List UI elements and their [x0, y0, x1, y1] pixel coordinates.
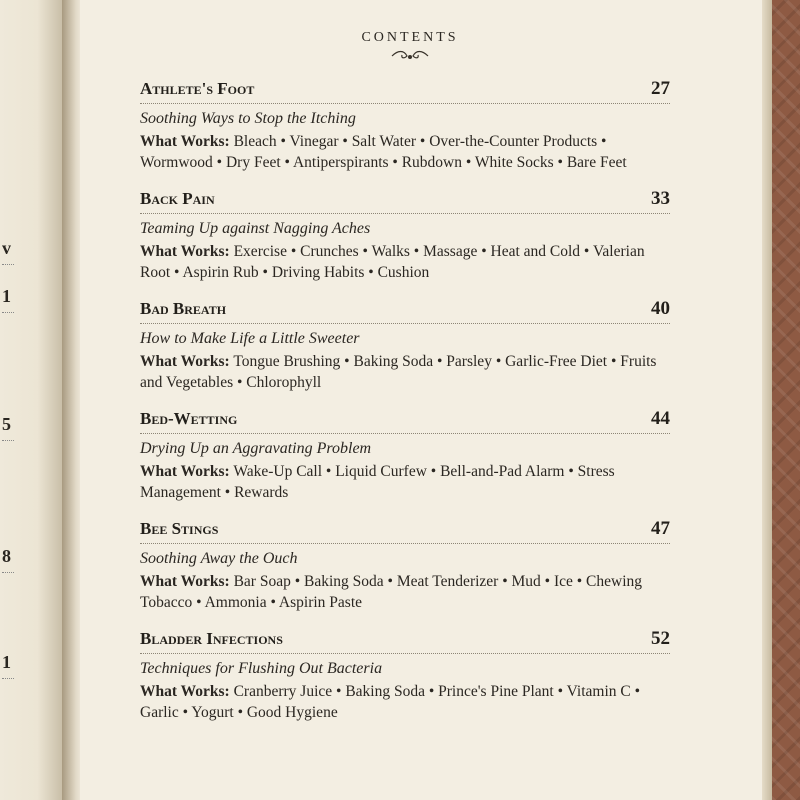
left-page — [0, 0, 62, 800]
toc-entry — [140, 628, 670, 723]
remedies-text: Tongue Brushing • Baking Soda • Parsley • Garlic-Free Diet • Fruits and Vegetables • Chlorophyll — [140, 353, 657, 391]
left-page-number: v — [2, 238, 11, 258]
entry-remedies — [140, 571, 670, 613]
toc-entry — [140, 298, 670, 393]
left-page-number: 1 — [2, 652, 11, 672]
entry-page-number: 27 — [651, 78, 670, 99]
what-works-label: What Works: — [140, 353, 230, 370]
entry-page-number: 47 — [651, 518, 670, 539]
what-works-label: What Works: — [140, 463, 230, 480]
entry-page-number: 33 — [651, 188, 670, 209]
toc-entry — [140, 518, 670, 613]
entry-subtitle: Drying Up an Aggravating Problem — [140, 440, 372, 457]
remedies-text: Bar Soap • Baking Soda • Meat Tenderizer • Mud • Ice • Chewing Tobacco • Ammonia • Aspirin Paste — [140, 573, 643, 611]
entry-title: Bed-Wetting — [140, 409, 238, 428]
entry-subtitle: Teaming Up against Nagging Aches — [140, 220, 371, 237]
entry-heading — [140, 408, 670, 434]
entry-remedies — [140, 131, 670, 173]
remedies-text: Exercise • Crunches • Walks • Massage • Heat and Cold • Valerian Root • Aspirin Rub • Driving Habits • Cushion — [140, 243, 645, 281]
table-of-contents — [140, 78, 670, 738]
entry-title: Bladder Infections — [140, 629, 283, 648]
remedies-text: Wake-Up Call • Liquid Curfew • Bell-and-Pad Alarm • Stress Management • Rewards — [140, 463, 615, 501]
entry-subtitle: How to Make Life a Little Sweeter — [140, 330, 360, 347]
remedies-text: Cranberry Juice • Baking Soda • Prince's Pine Plant • Vitamin C • Garlic • Yogurt • Good Hygiene — [140, 683, 641, 721]
left-page-number: 8 — [2, 546, 11, 566]
left-page-number: 5 — [2, 414, 11, 434]
contents-header — [80, 30, 740, 62]
entry-heading — [140, 78, 670, 104]
left-page-number: 1 — [2, 286, 11, 306]
toc-entry — [140, 188, 670, 283]
book-gutter — [62, 0, 82, 800]
entry-remedies — [140, 681, 670, 723]
entry-title: Bee Stings — [140, 519, 219, 538]
entry-subtitle: Techniques for Flushing Out Bacteria — [140, 660, 383, 677]
entry-remedies — [140, 241, 670, 283]
toc-entry — [140, 78, 670, 173]
entry-title: Bad Breath — [140, 299, 227, 318]
toc-entry — [140, 408, 670, 503]
entry-page-number: 44 — [651, 408, 670, 429]
what-works-label: What Works: — [140, 243, 230, 260]
what-works-label: What Works: — [140, 573, 230, 590]
entry-subtitle: Soothing Away the Ouch — [140, 550, 298, 567]
flourish-ornament-icon — [390, 50, 430, 62]
entry-page-number: 40 — [651, 298, 670, 319]
what-works-label: What Works: — [140, 683, 230, 700]
what-works-label: What Works: — [140, 133, 230, 150]
page-title: CONTENTS — [361, 30, 459, 45]
entry-subtitle: Soothing Ways to Stop the Itching — [140, 110, 356, 127]
entry-heading — [140, 188, 670, 214]
quilt-background — [772, 0, 800, 800]
entry-remedies — [140, 351, 670, 393]
entry-heading — [140, 298, 670, 324]
entry-remedies — [140, 461, 670, 503]
entry-heading — [140, 628, 670, 654]
entry-title: Back Pain — [140, 189, 215, 208]
remedies-text: Bleach • Vinegar • Salt Water • Over-the-Counter Products • Wormwood • Dry Feet • Antiperspirants • Rubdown • White Socks • Bare Feet — [140, 133, 627, 171]
entry-page-number: 52 — [651, 628, 670, 649]
page-edge — [762, 0, 772, 800]
entry-title: Athlete's Foot — [140, 79, 255, 98]
entry-heading — [140, 518, 670, 544]
